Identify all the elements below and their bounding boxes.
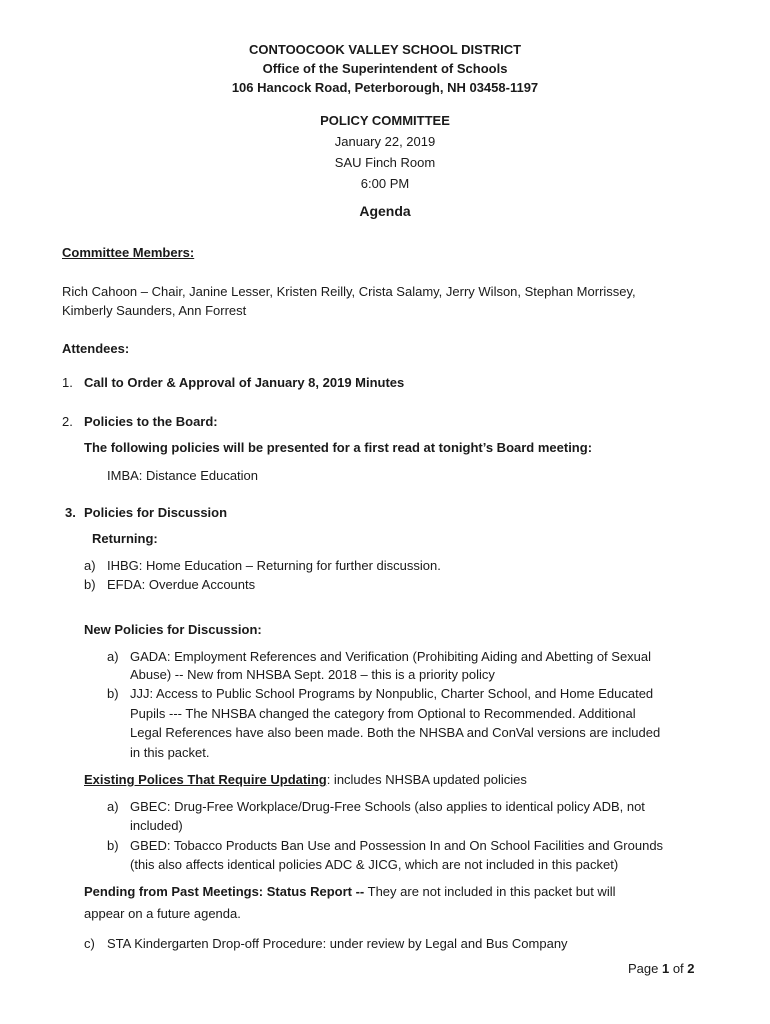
item1-number: 1. [62, 375, 73, 390]
item3-number: 3. [65, 505, 76, 520]
new-policies-heading: New Policies for Discussion: [84, 622, 262, 637]
pending-line1 [84, 884, 615, 900]
existing-a-line2: included) [130, 818, 183, 833]
existing-policies-line [84, 772, 527, 788]
returning-b-marker: b) [84, 577, 96, 592]
pending-heading: Pending from Past Meetings: Status Report -- [84, 884, 365, 899]
district-address: 106 Hancock Road, Peterborough, NH 03458-1197 [231, 80, 539, 95]
meeting-date: January 22, 2019 [334, 134, 436, 149]
district-name: CONTOOCOOK VALLEY SCHOOL DISTRICT [248, 42, 522, 57]
page-current: 1 [661, 961, 670, 976]
existing-b-line2: (this also affects identical policies ADC & JICG, which are not included in this packet) [130, 857, 619, 872]
returning-heading: Returning: [92, 531, 158, 546]
item1-text: Call to Order & Approval of January 8, 2019 Minutes [84, 375, 405, 390]
pending-note-line1: They are not included in this packet but will [364, 884, 616, 899]
existing-b-line1: GBED: Tobacco Products Ban Use and Possession In and On School Facilities and Grounds [130, 838, 664, 853]
new-a-marker: a) [107, 649, 119, 664]
new-b-line2: Pupils --- The NHSBA changed the category from Optional to Recommended. Additional [130, 706, 636, 721]
agenda-heading: Agenda [359, 203, 411, 219]
new-b-marker: b) [107, 686, 119, 701]
page-number [628, 961, 695, 977]
committee-members-line2: Kimberly Saunders, Ann Forrest [62, 303, 247, 318]
item2-number: 2. [62, 414, 73, 429]
existing-policies-heading: Existing Polices That Require Updating [84, 772, 327, 787]
meeting-time: 6:00 PM [360, 176, 410, 191]
item3-text: Policies for Discussion [84, 505, 228, 520]
existing-a-marker: a) [107, 799, 119, 814]
returning-a-text: IHBG: Home Education – Returning for further discussion. [107, 558, 441, 573]
returning-a-marker: a) [84, 558, 96, 573]
office-name: Office of the Superintendent of Schools [262, 61, 508, 76]
new-a-line1: GADA: Employment References and Verification (Prohibiting Aiding and Abetting of Sexual [130, 649, 652, 664]
page-of: of [669, 961, 688, 976]
item2-subheading: The following policies will be presented for a first read at tonight’s Board meeting: [84, 440, 593, 455]
pending-c-marker: c) [84, 936, 95, 951]
committee-members-line1: Rich Cahoon – Chair, Janine Lesser, Kristen Reilly, Crista Salamy, Jerry Wilson, Stephan Morrissey, [62, 284, 636, 299]
existing-policies-note: : includes NHSBA updated policies [326, 772, 527, 787]
new-b-line1: JJJ: Access to Public School Programs by Nonpublic, Charter School, and Home Educated [130, 686, 654, 701]
page-total: 2 [687, 961, 695, 976]
new-b-line3: Legal References have also been made. Both the NHSBA and ConVal versions are included [130, 725, 661, 740]
existing-b-marker: b) [107, 838, 119, 853]
meeting-title: POLICY COMMITTEE [320, 113, 450, 128]
meeting-location: SAU Finch Room [334, 155, 436, 170]
existing-a-line1: GBEC: Drug-Free Workplace/Drug-Free Schools (also applies to identical policy ADB, not [130, 799, 645, 814]
returning-b-text: EFDA: Overdue Accounts [107, 577, 256, 592]
new-b-line4: in this packet. [130, 745, 210, 760]
page-word: Page [628, 961, 662, 976]
pending-note-line2: appear on a future agenda. [84, 906, 241, 921]
pending-c-text: STA Kindergarten Drop-off Procedure: under review by Legal and Bus Company [107, 936, 568, 951]
item2-policy: IMBA: Distance Education [107, 468, 259, 483]
item2-text: Policies to the Board: [84, 414, 218, 429]
new-a-line2: Abuse) -- New from NHSBA Sept. 2018 – this is a priority policy [130, 667, 495, 682]
committee-heading: Committee Members: [62, 245, 195, 260]
attendees-heading: Attendees: [62, 341, 130, 356]
